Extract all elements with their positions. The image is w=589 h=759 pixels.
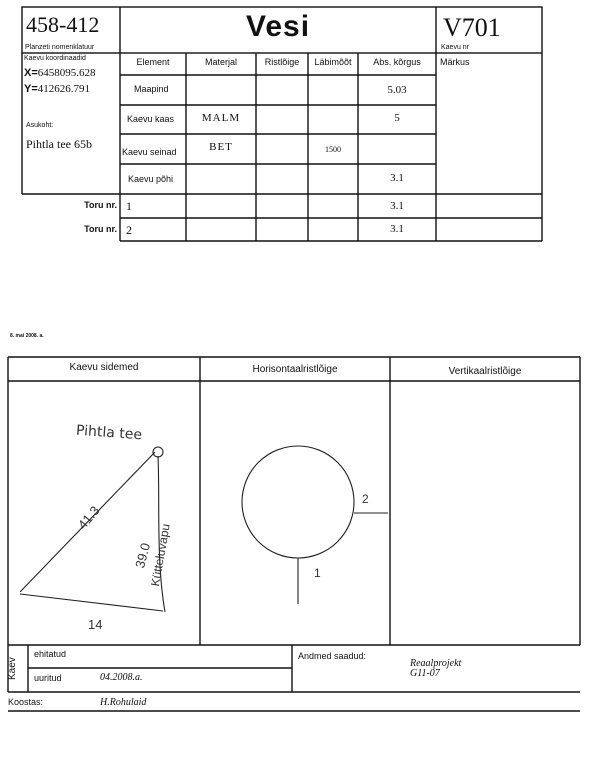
sketch-distance-2: 39.0 [132,541,154,570]
row-element-kaevu-pohi: Kaevu põhi [128,174,174,184]
col-header-abs-korgus: Abs. kõrgus [373,57,421,67]
sketch-distance-3: 14 [88,617,103,632]
row-element-kaevu-seinad: Kaevu seinad [122,147,177,157]
section-horisontaalristloige: Horisontaalristlõige [252,364,338,375]
row-materjal-kaevu-kaas: MALM [201,112,241,124]
x-value: 6458095.628 [37,67,96,79]
sketch-street-label: Pihtla tee [75,422,143,444]
toru-1-abs: 3.1 [390,200,404,212]
andmed-value-2: G11-07 [410,668,440,679]
y-value: 412626.791 [37,83,91,95]
toru-2-number: 2 [126,223,132,237]
horiz-label-2: 2 [362,492,369,506]
uuritud-value: 04.2008.a. [100,672,143,683]
coord-label: Kaevu koordinaadid [24,55,86,62]
koostas-value: H.Rohulaid [100,697,147,708]
col-header-markus: Märkus [440,57,470,67]
row-materjal-kaevu-seinad: BET [209,141,233,153]
sketch-drawing [20,446,388,612]
asukoht-value: Pihtla tee 65b [26,137,92,151]
kaev-label: Kaev [7,657,18,680]
row-abs-kaevu-kaas: 5 [394,112,400,124]
row-element-maapind: Maapind [134,84,169,94]
toru-2-abs: 3.1 [390,223,404,235]
horiz-label-1: 1 [314,566,321,580]
planzet-number: 458-412 [26,12,100,37]
andmed-value-1: Reaalprojekt [410,658,462,669]
sketch-side-label: Kütteluvapu [148,522,173,588]
x-label: X= [24,67,38,79]
andmed-label: Andmed saadud: [298,651,367,661]
ehitatud-label: ehitatud [34,649,67,659]
row-labimoot-kaevu-seinad: 1500 [325,145,341,154]
y-coordinate [24,83,90,95]
toru-2-label: Toru nr. [84,224,117,234]
koostas-label: Koostas: [8,697,44,707]
section-kaevu-sidemed: Kaevu sidemed [69,362,139,373]
col-header-ristloige: Ristlõige [264,57,300,67]
kaevu-nr-label: Kaevu nr [441,44,470,51]
planzet-label: Planzeti nomenklatuur [25,44,95,51]
y-label: Y= [24,83,38,95]
col-header-labimoot: Läbimõõt [314,57,352,67]
date-note: 8. mai 2008. a. [10,333,44,339]
asukoht-label: Asukoht: [26,122,54,129]
row-abs-maapind: 5.03 [387,84,407,96]
sketch-distance-1: 41.3 [74,502,103,533]
x-coordinate [24,67,96,79]
toru-1-label: Toru nr. [84,200,117,210]
row-abs-kaevu-pohi: 3.1 [390,172,404,184]
section-vertikaalristloige: Vertikaalristlõige [448,366,522,377]
kaevu-number: V701 [443,13,501,42]
row-element-kaevu-kaas: Kaevu kaas [127,114,175,124]
toru-1-number: 1 [126,199,132,213]
col-header-materjal: Materjal [204,57,237,67]
document-title: Vesi [245,10,311,43]
uuritud-label: uuritud [34,673,62,683]
col-header-element: Element [136,57,170,67]
